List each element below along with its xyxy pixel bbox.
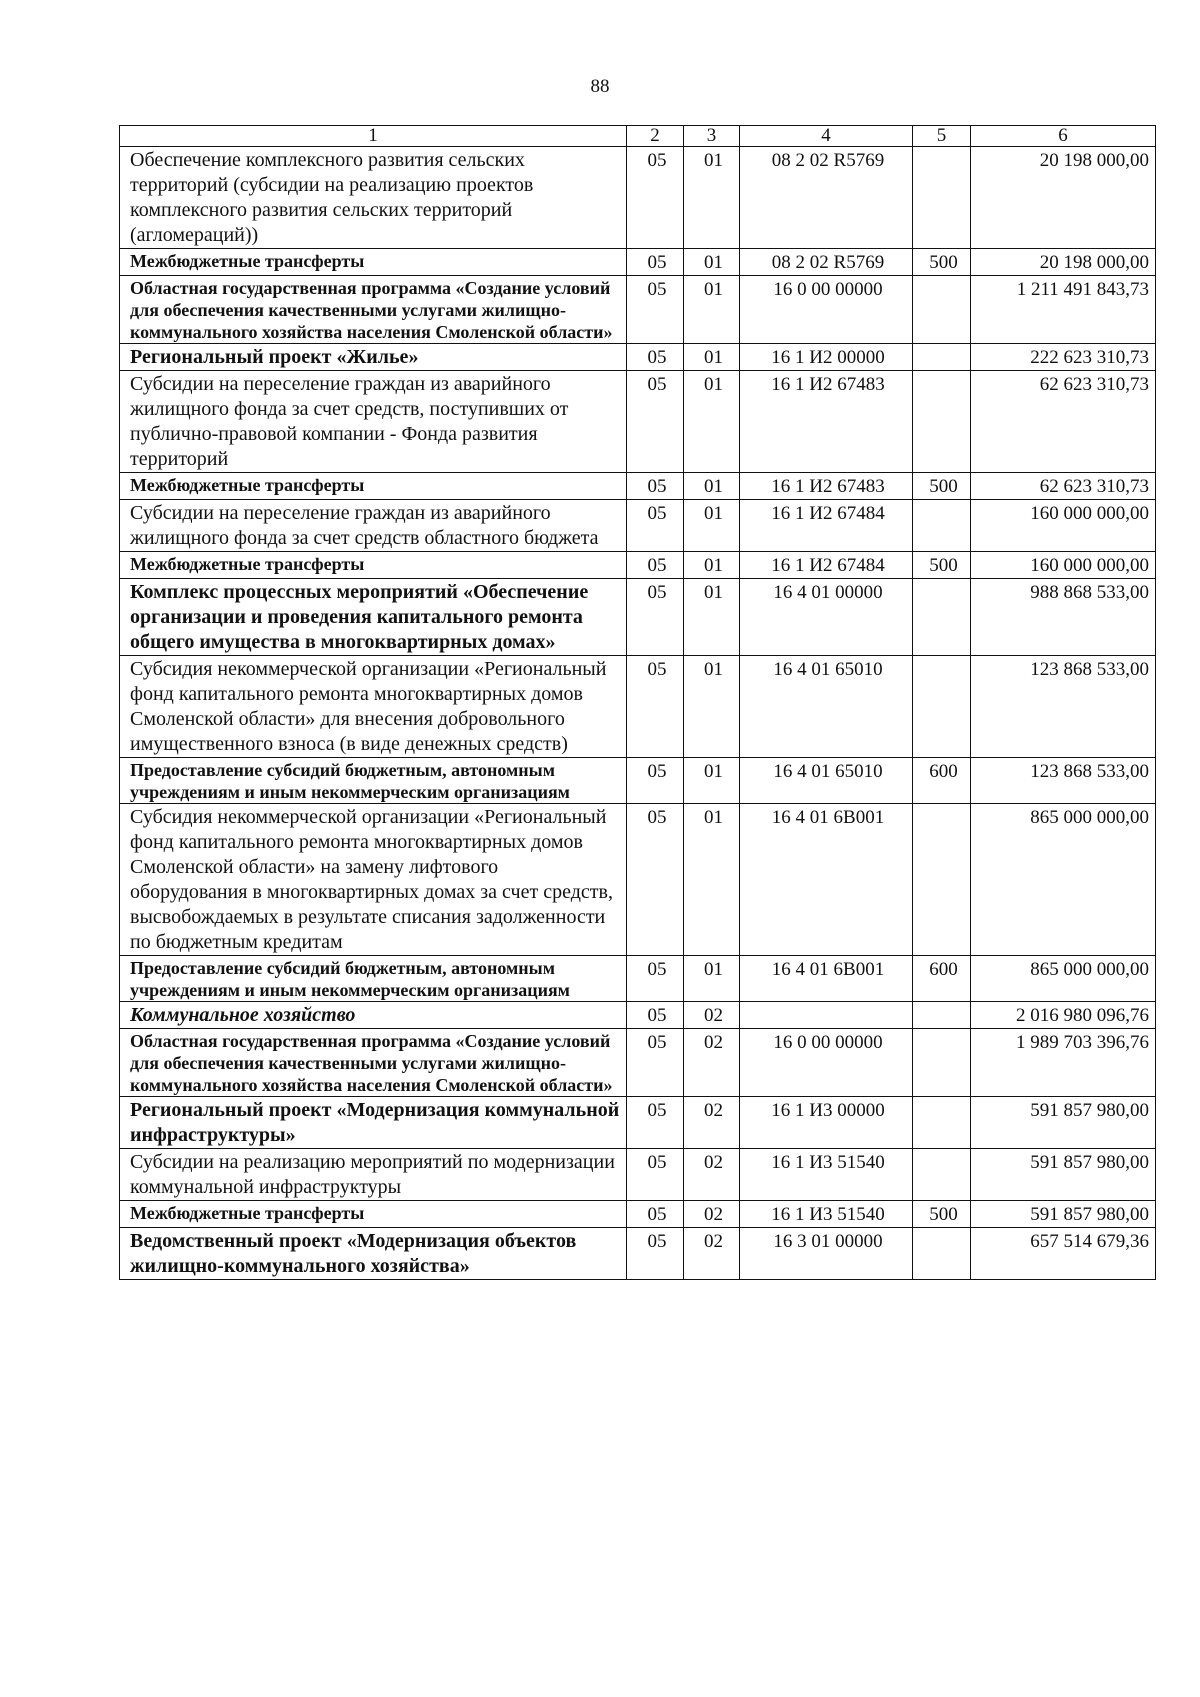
row-subsection-code: 02 (684, 1097, 740, 1149)
row-subsection-code: 01 (684, 344, 740, 371)
row-expense-type-code: 500 (913, 473, 971, 500)
row-section-code: 05 (627, 1029, 684, 1097)
row-subsection-code: 01 (684, 804, 740, 956)
row-name: Межбюджетные трансферты (120, 249, 627, 276)
row-target-article-code: 16 3 01 00000 (740, 1228, 913, 1280)
row-name: Субсидия некоммерческой организации «Региональный фонд капитального ремонта многоквартирных домов Смоленской области» для внесения добровольного имущественного взноса (в виде денежных средств) (120, 656, 627, 758)
row-name: Региональный проект «Модернизация коммунальной инфраструктуры» (120, 1097, 627, 1149)
row-expense-type-code: 500 (913, 552, 971, 579)
row-section-code: 05 (627, 344, 684, 371)
column-number: 2 (627, 126, 684, 147)
row-name: Субсидии на переселение граждан из аварийного жилищного фонда за счет средств, поступивших от публично-правовой компании - Фонда развития территорий (120, 371, 627, 473)
row-name: Региональный проект «Жилье» (120, 344, 627, 371)
column-number-row (120, 126, 1156, 147)
row-section-code: 05 (627, 1002, 684, 1029)
row-subsection-code: 01 (684, 473, 740, 500)
row-target-article-code: 08 2 02 R5769 (740, 249, 913, 276)
row-amount: 62 623 310,73 (971, 371, 1156, 473)
row-name: Межбюджетные трансферты (120, 552, 627, 579)
column-number: 6 (971, 126, 1156, 147)
row-section-code: 05 (627, 500, 684, 552)
row-expense-type-code (913, 656, 971, 758)
row-target-article-code: 16 0 00 00000 (740, 276, 913, 344)
table-row (120, 276, 1156, 344)
column-number: 3 (684, 126, 740, 147)
row-name: Субсидии на реализацию мероприятий по модернизации коммунальной инфраструктуры (120, 1149, 627, 1201)
row-name: Предоставление субсидий бюджетным, автономным учреждениям и иным некоммерческим организациям (120, 758, 627, 804)
table-row (120, 579, 1156, 656)
row-expense-type-code: 500 (913, 1201, 971, 1228)
column-number: 4 (740, 126, 913, 147)
row-subsection-code: 01 (684, 276, 740, 344)
table-row (120, 1228, 1156, 1280)
row-amount: 865 000 000,00 (971, 804, 1156, 956)
row-amount: 591 857 980,00 (971, 1149, 1156, 1201)
row-name: Межбюджетные трансферты (120, 473, 627, 500)
row-name: Субсидии на переселение граждан из аварийного жилищного фонда за счет средств областного бюджета (120, 500, 627, 552)
row-name: Коммунальное хозяйство (120, 1002, 627, 1029)
table-row (120, 1002, 1156, 1029)
row-subsection-code: 02 (684, 1228, 740, 1280)
row-target-article-code: 16 4 01 6В001 (740, 956, 913, 1002)
row-expense-type-code (913, 1149, 971, 1201)
row-amount: 988 868 533,00 (971, 579, 1156, 656)
row-subsection-code: 01 (684, 249, 740, 276)
row-section-code: 05 (627, 276, 684, 344)
row-subsection-code: 02 (684, 1029, 740, 1097)
table-row (120, 249, 1156, 276)
row-target-article-code: 16 1 И2 67484 (740, 552, 913, 579)
row-amount: 591 857 980,00 (971, 1097, 1156, 1149)
row-section-code: 05 (627, 249, 684, 276)
table-row (120, 473, 1156, 500)
row-section-code: 05 (627, 473, 684, 500)
row-name: Комплекс процессных мероприятий «Обеспечение организации и проведения капитального ремонта общего имущества в многоквартирных домах» (120, 579, 627, 656)
row-target-article-code: 16 1 И2 67483 (740, 473, 913, 500)
row-section-code: 05 (627, 579, 684, 656)
row-name: Областная государственная программа «Создание условий для обеспечения качественными услугами жилищно-коммунального хозяйства населения Смоленской области» (120, 1029, 627, 1097)
row-target-article-code: 08 2 02 R5769 (740, 147, 913, 249)
row-subsection-code: 01 (684, 500, 740, 552)
row-amount: 865 000 000,00 (971, 956, 1156, 1002)
row-expense-type-code (913, 1228, 971, 1280)
row-section-code: 05 (627, 1228, 684, 1280)
row-subsection-code: 01 (684, 758, 740, 804)
row-expense-type-code (913, 579, 971, 656)
row-subsection-code: 01 (684, 656, 740, 758)
table-row (120, 1097, 1156, 1149)
row-amount: 657 514 679,36 (971, 1228, 1156, 1280)
row-expense-type-code (913, 1002, 971, 1029)
row-section-code: 05 (627, 552, 684, 579)
row-name: Межбюджетные трансферты (120, 1201, 627, 1228)
row-name: Ведомственный проект «Модернизация объектов жилищно-коммунального хозяйства» (120, 1228, 627, 1280)
row-amount: 1 211 491 843,73 (971, 276, 1156, 344)
row-target-article-code: 16 1 И2 67484 (740, 500, 913, 552)
row-amount: 123 868 533,00 (971, 656, 1156, 758)
row-target-article-code: 16 1 И2 67483 (740, 371, 913, 473)
row-subsection-code: 02 (684, 1149, 740, 1201)
row-target-article-code: 16 1 И2 00000 (740, 344, 913, 371)
row-section-code: 05 (627, 804, 684, 956)
row-target-article-code: 16 4 01 00000 (740, 579, 913, 656)
table-row (120, 500, 1156, 552)
row-amount: 160 000 000,00 (971, 552, 1156, 579)
row-section-code: 05 (627, 371, 684, 473)
row-expense-type-code: 500 (913, 249, 971, 276)
table-row (120, 147, 1156, 249)
row-expense-type-code: 600 (913, 758, 971, 804)
row-amount: 20 198 000,00 (971, 249, 1156, 276)
row-name: Обеспечение комплексного развития сельских территорий (субсидии на реализацию проектов комплексного развития сельских территорий (агломераций)) (120, 147, 627, 249)
row-subsection-code: 01 (684, 579, 740, 656)
row-name: Предоставление субсидий бюджетным, автономным учреждениям и иным некоммерческим организациям (120, 956, 627, 1002)
row-target-article-code: 16 4 01 65010 (740, 656, 913, 758)
table-row (120, 656, 1156, 758)
row-name: Субсидия некоммерческой организации «Региональный фонд капитального ремонта многоквартирных домов Смоленской области» на замену лифтового оборудования в многоквартирных домах за счет средств, высвобождаемых в результате списания задолженности по бюджетным кредитам (120, 804, 627, 956)
row-subsection-code: 01 (684, 147, 740, 249)
row-subsection-code: 02 (684, 1201, 740, 1228)
row-expense-type-code (913, 344, 971, 371)
row-target-article-code: 16 4 01 65010 (740, 758, 913, 804)
row-amount: 591 857 980,00 (971, 1201, 1156, 1228)
row-amount: 2 016 980 096,76 (971, 1002, 1156, 1029)
row-subsection-code: 01 (684, 371, 740, 473)
row-amount: 222 623 310,73 (971, 344, 1156, 371)
table-row (120, 1149, 1156, 1201)
table-row (120, 956, 1156, 1002)
row-section-code: 05 (627, 1149, 684, 1201)
column-number: 1 (120, 126, 627, 147)
row-expense-type-code (913, 371, 971, 473)
row-expense-type-code (913, 147, 971, 249)
row-section-code: 05 (627, 1097, 684, 1149)
row-subsection-code: 01 (684, 552, 740, 579)
column-number: 5 (913, 126, 971, 147)
table-row (120, 1201, 1156, 1228)
row-target-article-code: 16 1 И3 00000 (740, 1097, 913, 1149)
row-amount: 62 623 310,73 (971, 473, 1156, 500)
row-expense-type-code (913, 500, 971, 552)
row-expense-type-code: 600 (913, 956, 971, 1002)
row-target-article-code: 16 0 00 00000 (740, 1029, 913, 1097)
row-section-code: 05 (627, 656, 684, 758)
row-target-article-code: 16 4 01 6В001 (740, 804, 913, 956)
table-row (120, 371, 1156, 473)
table-row (120, 1029, 1156, 1097)
budget-table (119, 125, 1156, 1280)
row-amount: 20 198 000,00 (971, 147, 1156, 249)
row-subsection-code: 02 (684, 1002, 740, 1029)
row-target-article-code: 16 1 И3 51540 (740, 1201, 913, 1228)
row-amount: 123 868 533,00 (971, 758, 1156, 804)
row-amount: 160 000 000,00 (971, 500, 1156, 552)
row-subsection-code: 01 (684, 956, 740, 1002)
row-section-code: 05 (627, 147, 684, 249)
table-row (120, 552, 1156, 579)
row-amount: 1 989 703 396,76 (971, 1029, 1156, 1097)
row-target-article-code (740, 1002, 913, 1029)
table-row (120, 758, 1156, 804)
row-section-code: 05 (627, 956, 684, 1002)
row-expense-type-code (913, 804, 971, 956)
page-number: 88 (590, 76, 610, 97)
row-section-code: 05 (627, 1201, 684, 1228)
row-target-article-code: 16 1 И3 51540 (740, 1149, 913, 1201)
table-row (120, 344, 1156, 371)
row-expense-type-code (913, 1029, 971, 1097)
row-expense-type-code (913, 1097, 971, 1149)
row-section-code: 05 (627, 758, 684, 804)
row-name: Областная государственная программа «Создание условий для обеспечения качественными услугами жилищно-коммунального хозяйства населения Смоленской области» (120, 276, 627, 344)
row-expense-type-code (913, 276, 971, 344)
table-row (120, 804, 1156, 956)
